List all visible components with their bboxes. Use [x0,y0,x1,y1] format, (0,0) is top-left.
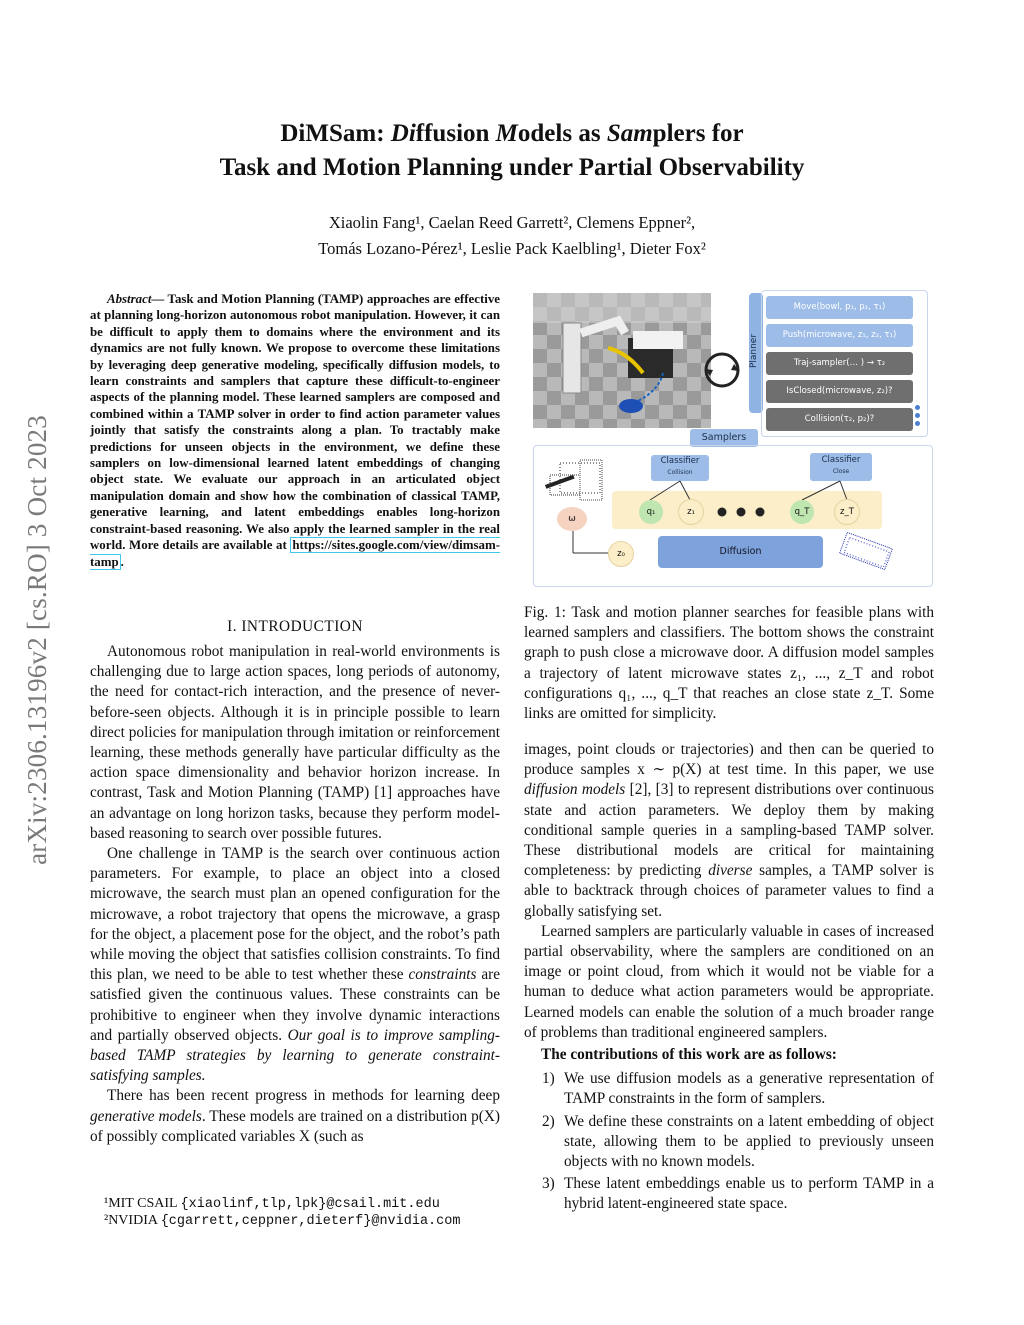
contributions-list [524,1069,934,1214]
text-run: Our goal is to improve sampling-based TAMP strategies by learning to generate constraint-satisfying samples. [90,1026,500,1085]
node-qT: q_T [790,500,814,524]
plan-step-push: Push(microwave, z₁, z₂, τ₁) [766,324,913,347]
text-run: One challenge in TAMP is the search over continuous action parameters. For example, to place an object into a closed microwave, the search must plan an opened configuration for the microwave, a robot trajectory that opens the microwave, a grasp for the object, a placement pose for the object, and the robot’s path while moving the object that satisfies collision constraints. To find this plan, we need to be able to test whether these [90,845,500,984]
footnote-label: ²NVIDIA [104,1213,161,1228]
right-paragraph-1 [524,740,934,922]
diffusion-block: Diffusion [658,536,823,568]
more-dots-icon [915,405,921,431]
plan-step-traj-sampler: Traj-sampler(… ) → τ₂ [766,352,913,375]
text-run: are satisfied given the continuous values. These constraints can be prohibitive to engineer when they involve dynamic interactions and partially observed objects. [90,966,501,1044]
text-run: images, point clouds or trajectories) and then can be queried to produce samples x ∼ p(X) at test time. In this paper, we use [524,741,934,779]
node-z1: z₁ [678,499,704,525]
text-run: diverse [708,862,753,880]
arxiv-side-label: arXiv:2306.13196v2 [cs.RO] 3 Oct 2023 [22,415,52,865]
cycle-arrows-icon [700,348,744,392]
authors-line1: Xiaolin Fang¹, Caelan Reed Garrett², Clemens Eppner², [328,213,696,232]
project-url-link[interactable]: https://sites.google.com/view/dimsam-tamp [90,538,500,569]
node-q1: q₁ [639,500,663,524]
contribution-item [524,1174,934,1214]
footnote-label: ¹MIT CSAIL [104,1196,181,1211]
node-zT: z_T [834,499,860,525]
text-run: diffusion models [524,781,626,799]
title-part: DiMSam: [280,120,391,147]
item-number: 2) [542,1112,555,1130]
title-part: odels as [517,120,607,147]
intro-paragraph-1: Autonomous robot manipulation in real-world environments is challenging due to large action spaces, long periods of autonomy, the need for contact-rich interaction, and the presence of never-before-seen objects. Although it is in principle possible to learn direct policies for manipulation through imitation or reinforcement learning, these methods generally have particular difficulty as the action space dimensionality and behavior horizon increase. In contrast, Task and Motion Planning (TAMP) [1] approaches have an advantage on long horizon tasks, because they perform model-based reasoning to search over possible futures. [90,643,500,842]
abstract [90,291,500,570]
item-number: 1) [542,1070,555,1088]
text-run: constraints [408,966,477,984]
abstract-end: . [120,554,124,569]
authors-line2: Tomás Lozano-Pérez¹, Leslie Pack Kaelbling¹, Dieter Fox² [318,239,706,258]
classifier-sub: Close [832,468,850,475]
footnote-email: {cgarrett,ceppner,dieterf}@nvidia.com [160,1214,461,1229]
figure-caption: Fig. 1: Task and motion planner searches for feasible plans with learned samplers and classifiers. The bottom shows the constraint graph to push close a microwave door. A diffusion model samples a trajectory of latent microwave states z₁, ..., z_T and robot configurations q₁, ..., q_T that reaches an close state z_T. Some links are omitted for simplicity. [524,604,934,723]
pointcloud-right-image [838,528,904,576]
contributions-heading: The contributions of this work are as follows: [541,1046,837,1064]
paper-title-line1 [0,117,1024,151]
text-run: . These models are trained on a distribution p(X) of possibly complicated variables X (such as [90,1107,500,1145]
footnote-email: {xiaolinf,tlp,lpk}@csail.mit.edu [180,1197,440,1212]
footnote-2 [104,1212,524,1230]
text-run: samples, a TAMP solver is able to backtrack through choices of parameter values to find a globally satisfying set. [524,862,934,920]
right-column-text [524,740,934,1217]
item-text: These latent embeddings enable us to perform TAMP in a hybrid latent-engineered state space. [564,1175,934,1213]
classifier-title: Classifier [821,455,861,465]
text-run: There has been recent progress in methods for learning deep [107,1087,500,1105]
node-omega: ω [557,507,587,531]
plan-step-collision: Collision(τ₂, p₂)? [766,408,913,431]
title-part: plers for [652,120,744,147]
classifier-title: Classifier [660,456,700,466]
section-heading: I. INTRODUCTION [227,618,363,635]
footnote-1 [104,1195,524,1213]
text-run: [2], [3] to represent distributions over continuous state and action parameters. We deploy them by making conditional sample queries in a sampling-based TAMP solver. These distributional models are critical for maintaining completeness: by predicting [524,781,934,880]
robot-scene-image [533,293,711,428]
intro-paragraph-3 [90,1086,500,1147]
title-part: Sam [606,120,653,147]
item-number: 3) [542,1175,555,1193]
abstract-lead: Abstract [107,292,152,306]
plan-step-move: Move(bowl, p₁, p₂, τ₁) [766,296,913,319]
node-z0: z₀ [608,541,634,567]
text-run: generative models [90,1107,202,1125]
contribution-item [524,1112,934,1173]
item-text: We use diffusion models as a generative representation of TAMP constraints in the form of samplers. [564,1070,934,1108]
abstract-text: — Task and Motion Planning (TAMP) approaches are effective at planning long-horizon autonomous robot manipulation. However, it can be difficult to apply them to domains where the environment and its dynamics are not fully known. We propose to overcome these limitations by leveraging deep generative modeling, specifically diffusion models, to learn constraints and samplers that capture these difficult-to-engineer aspects of the planning model. These learned samplers are composed and combined within a TAMP solver in order to find action parameter values jointly that satisfy the constraints along a plan. To tractably make predictions for unseen objects in the environment, we define these samplers on low-dimensional learned latent embeddings of changing object state. We evaluate our approach in an articulated object manipulation domain and show how the combination of classical TAMP, generative learning, and latent embeddings enables long-horizon constraint-based reasoning. We also apply the learned sampler in the real world. More details are available at [90,292,500,553]
item-text: We define these constraints on a latent embedding of object state, allowing them to be applied to previously unseen objects with no known models. [564,1112,934,1171]
samplers-label: Samplers [690,429,758,447]
right-paragraph-2: Learned samplers are particularly valuable in cases of increased partial observability, where the samplers are conditioned on an image or point cloud, from which it would not be viable for a human to deduce what action parameters would be appropriate. Learned models can enable the solution of a much broader range of problems than traditional engineered samplers. [524,922,934,1041]
intro-text [90,642,500,1147]
title-part: M [495,120,518,147]
title-part: Di [390,120,416,147]
intro-paragraph-2 [90,844,500,1086]
paper-title-line2: Task and Motion Planning under Partial Observability [219,154,805,181]
planner-label: Planner [749,333,759,369]
classifier-sub: Collision [667,469,693,476]
plan-step-isclosed: IsClosed(microwave, z₂)? [766,380,913,403]
title-part: ffusion [415,120,496,147]
contribution-item [524,1069,934,1109]
